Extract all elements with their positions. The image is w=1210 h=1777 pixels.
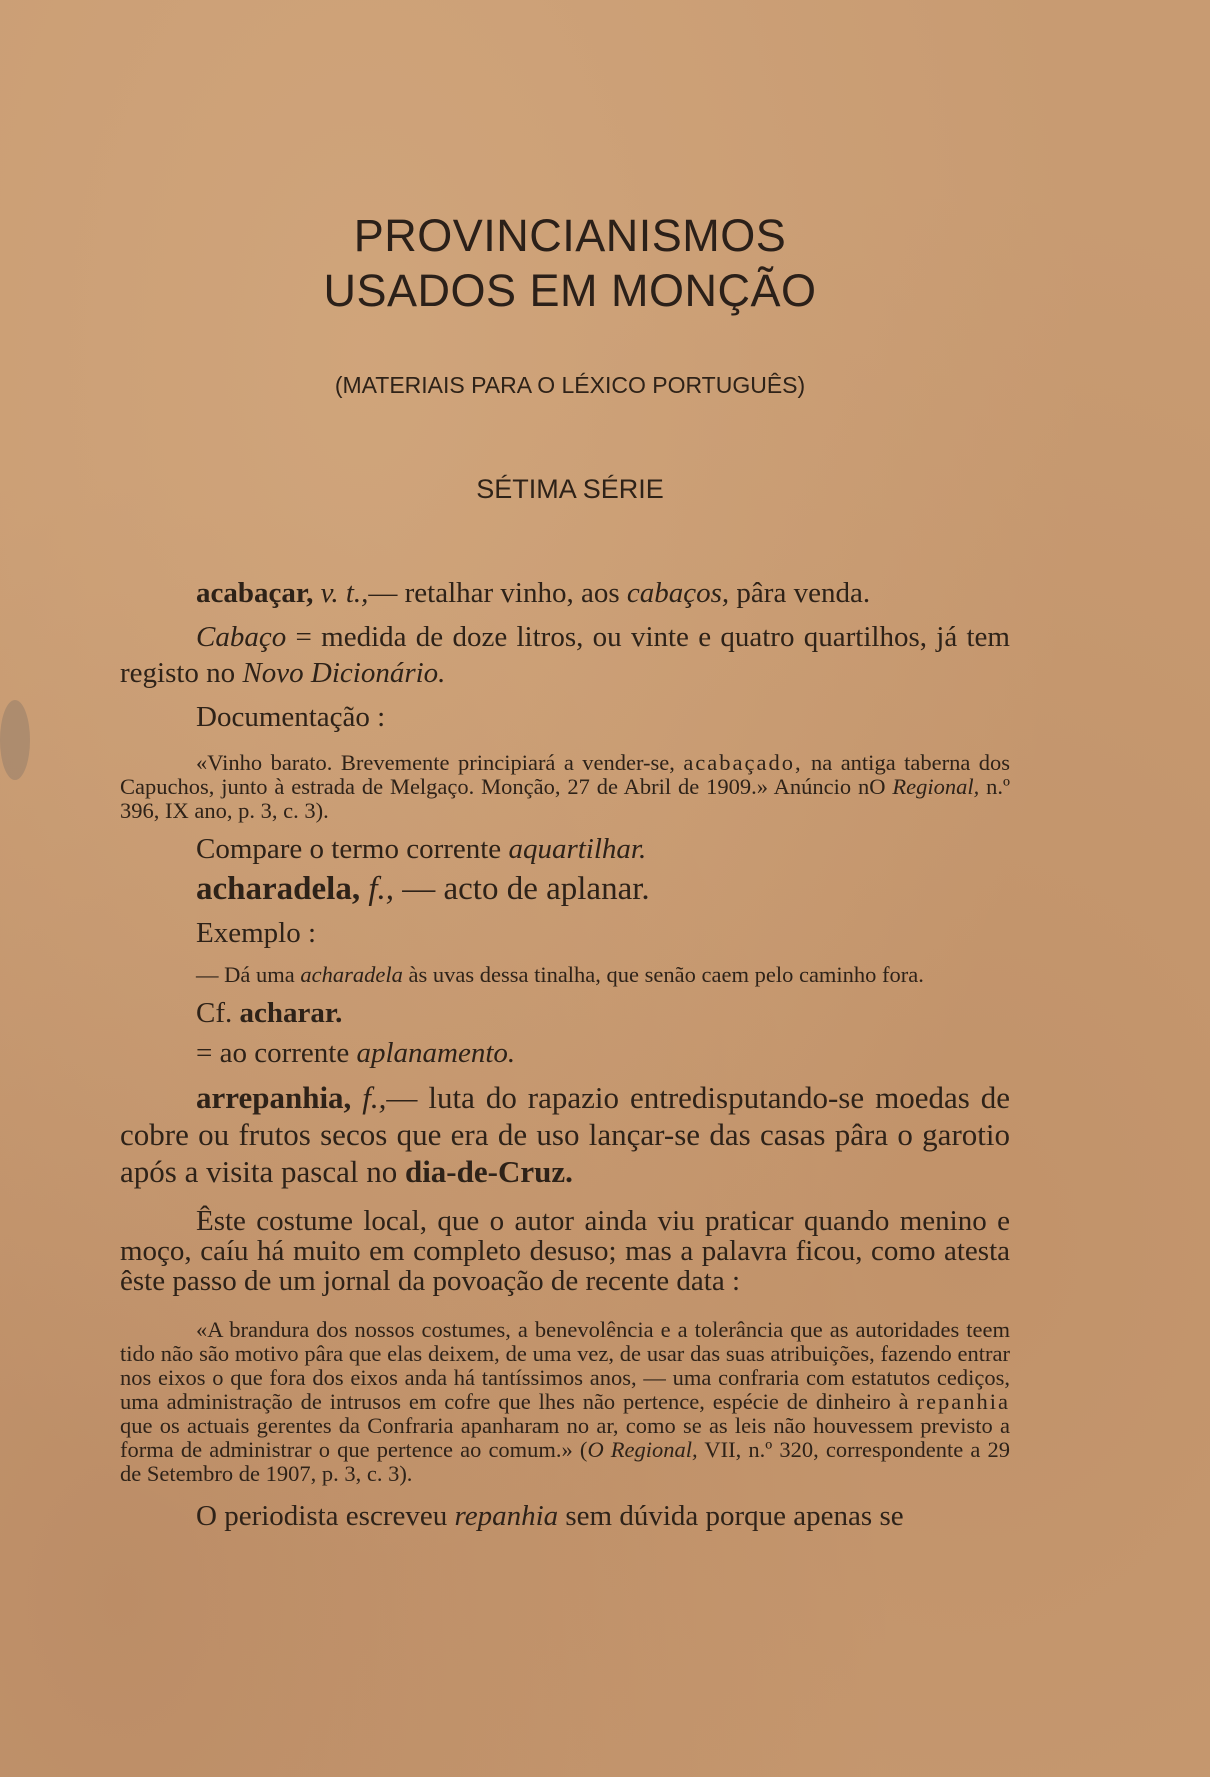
paragraph-periodista [120,1498,1010,1534]
paragraph-text: sem dúvida porque apenas se [558,1500,904,1532]
entry-arrepanhia [120,1079,1010,1190]
quote-italic: O Regional, [587,1437,698,1462]
entry-acharadela [120,871,1010,907]
paper-stain [0,700,30,780]
quote-text: — Dá uma [196,962,301,987]
grammar-tag: f., [362,1080,387,1115]
series-heading: SÉTIMA SÉRIE [476,474,664,504]
headword: acharadela, [196,871,361,907]
equivalence-text: = ao corrente [196,1037,357,1069]
definition-text: pâra venda. [729,577,871,609]
quote-italic: Regional, [892,774,980,799]
italic-term: aplanamento. [356,1037,516,1069]
compare-text: Compare o termo corrente [196,833,509,865]
title-line-1: PROVINCIANISMOS [353,210,787,261]
definition-text: — luta do rapazio entredisputando-se moedas de cobre ou frutos secos que era de uso lançar-se das casas pâra o garotio após a visita pascal no [120,1080,1010,1189]
paragraph-cabaco [120,619,1010,691]
definition-text: — retalhar vinho, aos [368,577,627,609]
paragraph-text: O periodista escreveu [196,1500,455,1532]
subtitle: (MATERIAIS PARA O LÉXICO PORTUGUÊS) [334,372,806,398]
cf-term: acharar. [239,997,343,1029]
title-line-2: USADOS EM MONÇÃO [323,265,817,316]
italic-term: Novo Dicionário. [242,657,446,689]
quote-block [120,751,1010,823]
quote-text: «A brandura dos nossos costumes, a benevolência e a tolerância que as autoridades teem tido não são motivo pâra que elas deixem, de uma vez, de usar das suas atribuições, fazendo entrar nos eixos o que fora dos eixos anda há tantíssimos anos, — uma confraria com estatutos cediços, uma administração de intrusos em cofre que lhes não pertence, espécie de dinheiro à [120,1317,1010,1414]
italic-term: Cabaço [196,621,287,653]
definition-text: — acto de aplanar. [394,871,650,907]
spaced-term: repanhia [916,1389,1010,1414]
paragraph-text: = medida de doze litros, ou vinte e quatro quartilhos, já tem registo no [120,621,1010,689]
equivalence-line [120,1035,1010,1071]
cf-text: Cf. [196,997,240,1029]
example-label: Exemplo : [196,917,317,949]
quote-text: às uvas dessa tinalha, que senão caem pelo caminho fora. [402,962,924,987]
newspaper-quote [120,1318,1010,1486]
spaced-term: acabaçado, [683,750,803,775]
italic-term: repanhia [454,1500,559,1532]
bold-term: dia-de-Cruz. [404,1154,573,1189]
documentation-label: Documentação : [196,701,386,733]
paragraph-custom: Êste costume local, que o autor ainda viu praticar quando menino e moço, caíu há muito em completo desuso; mas a palavra ficou, como atesta êste passo de um jornal da povoação de recente data : [120,1205,1010,1297]
quote-text: na antiga taberna dos Capuchos, junto à estrada de Melgaço. Monção, 27 de Abril de 1909.» Anúncio nO [120,750,1010,799]
example-quote [120,963,1010,987]
quote-text: n.º 396, IX ano, p. 3, c. 3). [120,774,1010,823]
grammar-tag: v. t., [320,577,369,609]
quote-italic: acharadela [300,962,403,987]
quote-text: VII, n.º 320, correspondente a 29 de Setembro de 1907, p. 3, c. 3). [120,1437,1011,1486]
compare-line [120,831,1010,867]
grammar-tag: f., [368,871,394,907]
entry-acabacar [120,575,1010,611]
dictionary-body [120,575,1010,1534]
headword: arrepanhia, [196,1080,352,1115]
definition-italic: cabaços, [626,577,730,609]
cf-line [120,995,1010,1031]
italic-term: aquartilhar. [508,833,647,865]
quote-text: «Vinho barato. Brevemente principiará a vender-se, [196,750,684,775]
headword: acabaçar, [196,577,314,609]
quote-text: que os actuais gerentes da Confraria apanharam no ar, como se as leis não houvessem previsto a forma de administrar o que pertence ao comum.» ( [120,1413,1010,1462]
